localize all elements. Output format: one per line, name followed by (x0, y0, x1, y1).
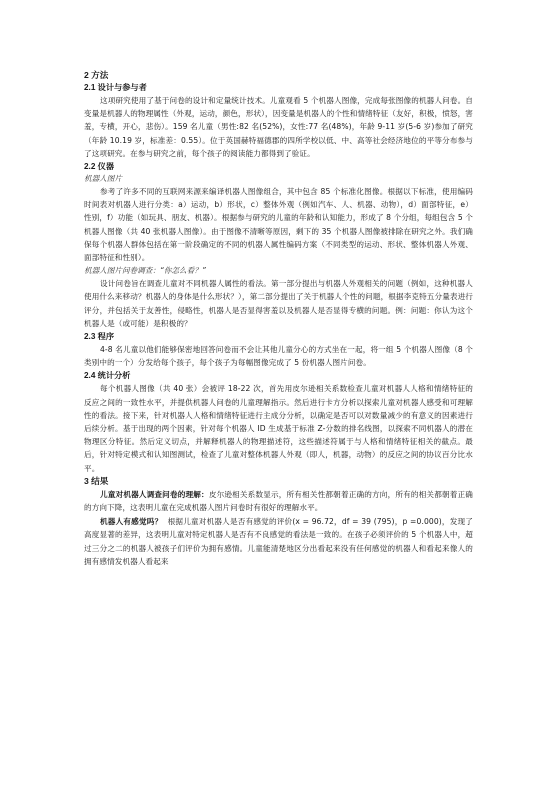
text-feelings: 根据儿童对机器人是否有感觉的评价(x = 96.72，df = 39 (795)，p =0.000)，发现了高度显著的差异，这表明儿童对特定机器人是否有不良感觉的看法是一致的。在孩子必须评价的 5 个机器人中，超过三分之二的机器人被孩子们评价为拥有感情。儿童能清楚地区分出看起来没有任何感觉的机器人和看起来像人的拥有感情发机器人看起来 (84, 517, 473, 566)
subsection-heading-design: 2.1 设计与参与者 (84, 83, 147, 92)
section-heading-results: 3 结果 (84, 475, 109, 486)
section-heading-methods: 2 方法 (84, 70, 109, 80)
paragraph-questionnaire: 设计问卷旨在调查儿童对不同机器人属性的看法。第一部分提出与机器人外观相关的问题（例如，这种机器人使用什么来移动？机器人的身体是什么形状？），第二部分提出了关于机器人个性的问题，根据李克特五分量表进行评分，并包括关于友善性，侵略性，机器人是否显得害羞以及机器人是否显得专横的问题。例：问题：你认为这个机器人是（或可能）是积极的？ (84, 279, 473, 328)
subheading-questionnaire: 机器人图片问卷调查：“你怎么看？” (84, 266, 206, 276)
subsection-heading-instruments: 2.2 仪器 (84, 162, 115, 172)
text-comprehension: 皮尔逊相关系数显示，所有相关性都朝着正确的方向，所有的相关都朝着正确的方向下降，这表明儿童在完成机器人图片问卷时有很好的理解水平。 (84, 489, 473, 513)
subsection-heading-statistics: 2.4 统计分析 (84, 371, 131, 381)
subsection-heading-procedure: 2.3 程序 (84, 332, 115, 342)
subheading-robot-images: 机器人图片 (84, 174, 122, 184)
paragraph-robot-images: 参考了许多不同的互联网来源来编译机器人图像组合，其中包含 85 个标准化图像。根据以下标准，使用编码时间表对机器人进行分类：a）运动，b）形状，c）整体外观（例如汽车、人、机器、动物），d）面部特征，e）性别，f）功能（如玩具、朋友、机器）。根据参与研究的儿童的年龄和认知能力，形成了 8 个分组，每组包含 5 个机器人图像（共 40 张机器人图像）。由于图像不清晰等原因，剩下的 35 个机器人图像被排除在研究之外。我们确保每个机器人群体包括在第一阶段确定的不同的机器人属性编码方案（不同类型的运动、形状、整体机器人外观、面部特征和性别）。 (84, 187, 473, 263)
paragraph-comprehension (84, 488, 473, 514)
lead-comprehension: 儿童对机器人调查问卷的理解： (100, 489, 209, 499)
paragraph-statistics: 每个机器人图像（共 40 张）会被评 18-22 次，首先用皮尔逊相关系数检查儿童对机器人人格和情绪特征的反应之间的一致性水平，并提供机器人问卷的儿童理解指示。然后进行卡方分析以探索儿童对机器人感受和可理解性的看法。接下来，针对机器人人格和情绪特征进行主成分分析，以确定是否可以对数量减少的有意义的因素进行后续分析。基于出现的两个因素，针对每个机器人 ID 生成基于标准 Z-分数的排名线图，以探索不同机器人的潜在物理区分特征。然后定义切点，并解释机器人的物理描述符，这些描述符属于与人格和情绪特征相关的截点。最后，针对特定模式和认知图测试，检查了儿童对整体机器人外观（即人，机器，动物）的反应之间的协议百分比水平。 (84, 384, 473, 473)
paragraph-feelings (84, 515, 473, 568)
paragraph-design: 这项研究使用了基于问卷的设计和定量统计技术。儿童观看 5 个机器人图像，完成每张图像的机器人问卷。自变量是机器人的物理属性（外观，运动，颜色，形状），因变量是机器人的个性和情绪特征（友好，积极，愤怒，害羞，专横，开心，悲伤）。159 名儿童（男性:82 名(52%)，女性:77 名(48%)，年龄 9-11 岁(5-6 岁)参加了研究（年龄 10.19 岁，标准差：0.55）。位于英国赫特福德郡的四所学校以低、中、高等社会经济地位的平等分布参与了这项研究。在参与研究之前，每个孩子的阅读能力都得到了验证。 (84, 96, 473, 158)
paragraph-procedure: 4-8 名儿童以他们能够保密地回答问卷而不会让其他儿童分心的方式坐在一起，将一组 5 个机器人图像（8 个类别中的一个）分发给每个孩子，每个孩子为每幅图像完成了 5 份机器人图片问卷。 (84, 345, 473, 368)
lead-feelings: 机器人有感觉吗？ (100, 517, 163, 527)
document-body (84, 70, 473, 569)
